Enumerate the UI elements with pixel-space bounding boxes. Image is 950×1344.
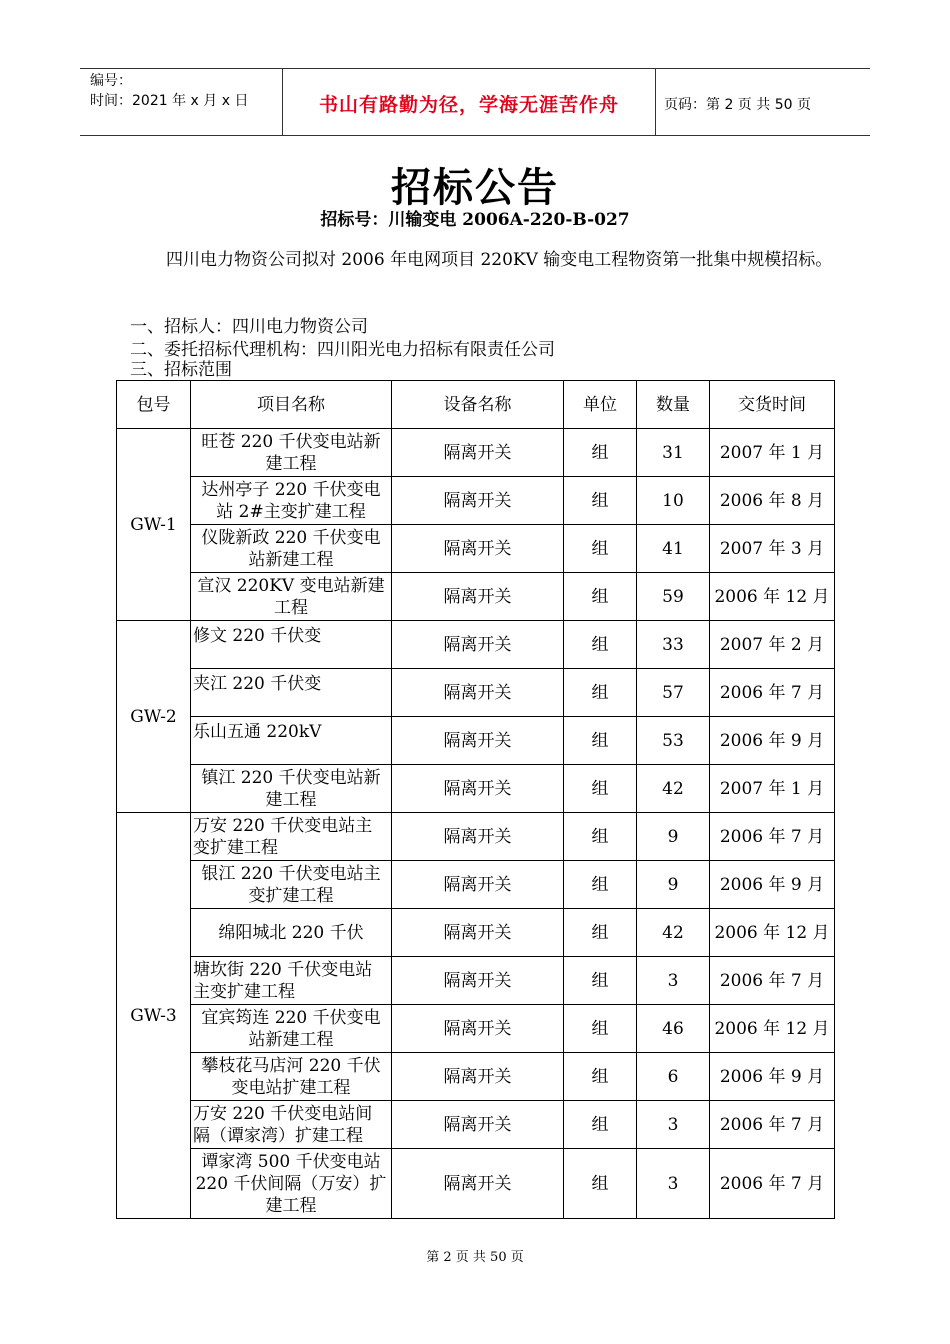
- table-row: [117, 957, 835, 1005]
- package-cell: GW-2: [117, 621, 191, 813]
- quantity-cell: 46: [637, 1005, 710, 1053]
- project-cell: 塘坎街 220 千伏变电站主变扩建工程: [191, 957, 392, 1005]
- unit-cell: 组: [564, 477, 637, 525]
- delivery-cell: 2006 年 8 月: [710, 477, 835, 525]
- equipment-cell: 隔离开关: [392, 1053, 564, 1101]
- project-cell: 达州亭子 220 千伏变电站 2#主变扩建工程: [191, 477, 392, 525]
- table-row: [117, 813, 835, 861]
- equipment-cell: 隔离开关: [392, 1005, 564, 1053]
- project-cell: 宜宾筠连 220 千伏变电站新建工程: [191, 1005, 392, 1053]
- quantity-cell: 42: [637, 765, 710, 813]
- table-row: [117, 717, 835, 765]
- table-row: [117, 477, 835, 525]
- column-header: 包号: [117, 381, 191, 429]
- quantity-cell: 31: [637, 429, 710, 477]
- equipment-cell: 隔离开关: [392, 909, 564, 957]
- project-cell: 仪陇新政 220 千伏变电站新建工程: [191, 525, 392, 573]
- page-footer: 第 2 页 共 50 页: [426, 1250, 524, 1265]
- header-number-label: 编号：: [90, 73, 132, 89]
- equipment-cell: 隔离开关: [392, 861, 564, 909]
- header-top-rule: [80, 68, 870, 69]
- table-row: [117, 909, 835, 957]
- unit-cell: 组: [564, 429, 637, 477]
- delivery-cell: 2006 年 12 月: [710, 1005, 835, 1053]
- project-cell: 万安 220 千伏变电站主变扩建工程: [191, 813, 392, 861]
- column-header: 单位: [564, 381, 637, 429]
- project-cell: 乐山五通 220kV: [191, 717, 392, 765]
- table-row: [117, 525, 835, 573]
- quantity-cell: 10: [637, 477, 710, 525]
- header-time-label: 时间：2021 年 x 月 x 日: [90, 93, 249, 109]
- intro-paragraph: 四川电力物资公司拟对 2006 年电网项目 220KV 输变电工程物资第一批集中规模招标。: [166, 250, 833, 270]
- item-agency: 二、委托招标代理机构：四川阳光电力招标有限责任公司: [130, 340, 555, 360]
- quantity-cell: 41: [637, 525, 710, 573]
- equipment-cell: 隔离开关: [392, 477, 564, 525]
- project-cell: 镇江 220 千伏变电站新建工程: [191, 765, 392, 813]
- unit-cell: 组: [564, 765, 637, 813]
- delivery-cell: 2007 年 1 月: [710, 765, 835, 813]
- delivery-cell: 2006 年 7 月: [710, 1149, 835, 1219]
- quantity-cell: 59: [637, 573, 710, 621]
- quantity-cell: 53: [637, 717, 710, 765]
- equipment-cell: 隔离开关: [392, 1149, 564, 1219]
- equipment-cell: 隔离开关: [392, 717, 564, 765]
- delivery-cell: 2006 年 9 月: [710, 861, 835, 909]
- equipment-cell: 隔离开关: [392, 573, 564, 621]
- unit-cell: 组: [564, 717, 637, 765]
- delivery-cell: 2006 年 7 月: [710, 1101, 835, 1149]
- project-cell: 银江 220 千伏变电站主变扩建工程: [191, 861, 392, 909]
- unit-cell: 组: [564, 1149, 637, 1219]
- item-tenderer: 一、招标人：四川电力物资公司: [130, 317, 368, 337]
- table-row: [117, 861, 835, 909]
- table-row: [117, 1149, 835, 1219]
- quantity-cell: 3: [637, 1149, 710, 1219]
- quantity-cell: 3: [637, 1101, 710, 1149]
- quantity-cell: 33: [637, 621, 710, 669]
- unit-cell: 组: [564, 669, 637, 717]
- column-header: 设备名称: [392, 381, 564, 429]
- equipment-cell: 隔离开关: [392, 957, 564, 1005]
- equipment-cell: 隔离开关: [392, 429, 564, 477]
- column-header: 交货时间: [710, 381, 835, 429]
- table-row: [117, 765, 835, 813]
- quantity-cell: 6: [637, 1053, 710, 1101]
- delivery-cell: 2006 年 9 月: [710, 717, 835, 765]
- delivery-cell: 2006 年 12 月: [710, 909, 835, 957]
- project-cell: 绵阳城北 220 千伏: [191, 909, 392, 957]
- unit-cell: 组: [564, 1101, 637, 1149]
- delivery-cell: 2006 年 12 月: [710, 573, 835, 621]
- equipment-cell: 隔离开关: [392, 1101, 564, 1149]
- project-cell: 夹江 220 千伏变: [191, 669, 392, 717]
- equipment-cell: 隔离开关: [392, 669, 564, 717]
- delivery-cell: 2006 年 7 月: [710, 957, 835, 1005]
- header-motto: 书山有路勤为径，学海无涯苦作舟: [318, 94, 619, 116]
- unit-cell: 组: [564, 957, 637, 1005]
- equipment-cell: 隔离开关: [392, 525, 564, 573]
- delivery-cell: 2006 年 7 月: [710, 669, 835, 717]
- document-title: 招标公告: [391, 165, 559, 211]
- unit-cell: 组: [564, 909, 637, 957]
- unit-cell: 组: [564, 861, 637, 909]
- equipment-cell: 隔离开关: [392, 621, 564, 669]
- project-cell: 旺苍 220 千伏变电站新建工程: [191, 429, 392, 477]
- project-cell: 攀枝花马店河 220 千伏变电站扩建工程: [191, 1053, 392, 1101]
- delivery-cell: 2006 年 7 月: [710, 813, 835, 861]
- delivery-cell: 2007 年 2 月: [710, 621, 835, 669]
- unit-cell: 组: [564, 573, 637, 621]
- project-cell: 万安 220 千伏变电站间隔（谭家湾）扩建工程: [191, 1101, 392, 1149]
- table-row: [117, 1101, 835, 1149]
- scope-table: [116, 380, 835, 1219]
- delivery-cell: 2006 年 9 月: [710, 1053, 835, 1101]
- table-row: [117, 621, 835, 669]
- quantity-cell: 57: [637, 669, 710, 717]
- unit-cell: 组: [564, 1053, 637, 1101]
- unit-cell: 组: [564, 621, 637, 669]
- quantity-cell: 42: [637, 909, 710, 957]
- equipment-cell: 隔离开关: [392, 813, 564, 861]
- table-row: [117, 669, 835, 717]
- header-divider-right: [655, 68, 656, 135]
- item-scope: 三、招标范围: [130, 360, 232, 380]
- project-cell: 宣汉 220KV 变电站新建工程: [191, 573, 392, 621]
- quantity-cell: 3: [637, 957, 710, 1005]
- table-row: [117, 1053, 835, 1101]
- header-bottom-rule: [80, 135, 870, 136]
- delivery-cell: 2007 年 1 月: [710, 429, 835, 477]
- project-cell: 修文 220 千伏变: [191, 621, 392, 669]
- table-row: [117, 573, 835, 621]
- table-header-row: [117, 381, 835, 429]
- header-page-label: 页码：第 2 页 共 50 页: [664, 97, 811, 113]
- table-row: [117, 1005, 835, 1053]
- table-row: [117, 429, 835, 477]
- quantity-cell: 9: [637, 813, 710, 861]
- project-cell: 谭家湾 500 千伏变电站 220 千伏间隔（万安）扩建工程: [191, 1149, 392, 1219]
- unit-cell: 组: [564, 813, 637, 861]
- package-cell: GW-1: [117, 429, 191, 621]
- column-header: 项目名称: [191, 381, 392, 429]
- column-header: 数量: [637, 381, 710, 429]
- equipment-cell: 隔离开关: [392, 765, 564, 813]
- unit-cell: 组: [564, 525, 637, 573]
- tender-number: 招标号：川输变电 2006A-220-B-027: [320, 210, 630, 230]
- unit-cell: 组: [564, 1005, 637, 1053]
- delivery-cell: 2007 年 3 月: [710, 525, 835, 573]
- quantity-cell: 9: [637, 861, 710, 909]
- package-cell: GW-3: [117, 813, 191, 1219]
